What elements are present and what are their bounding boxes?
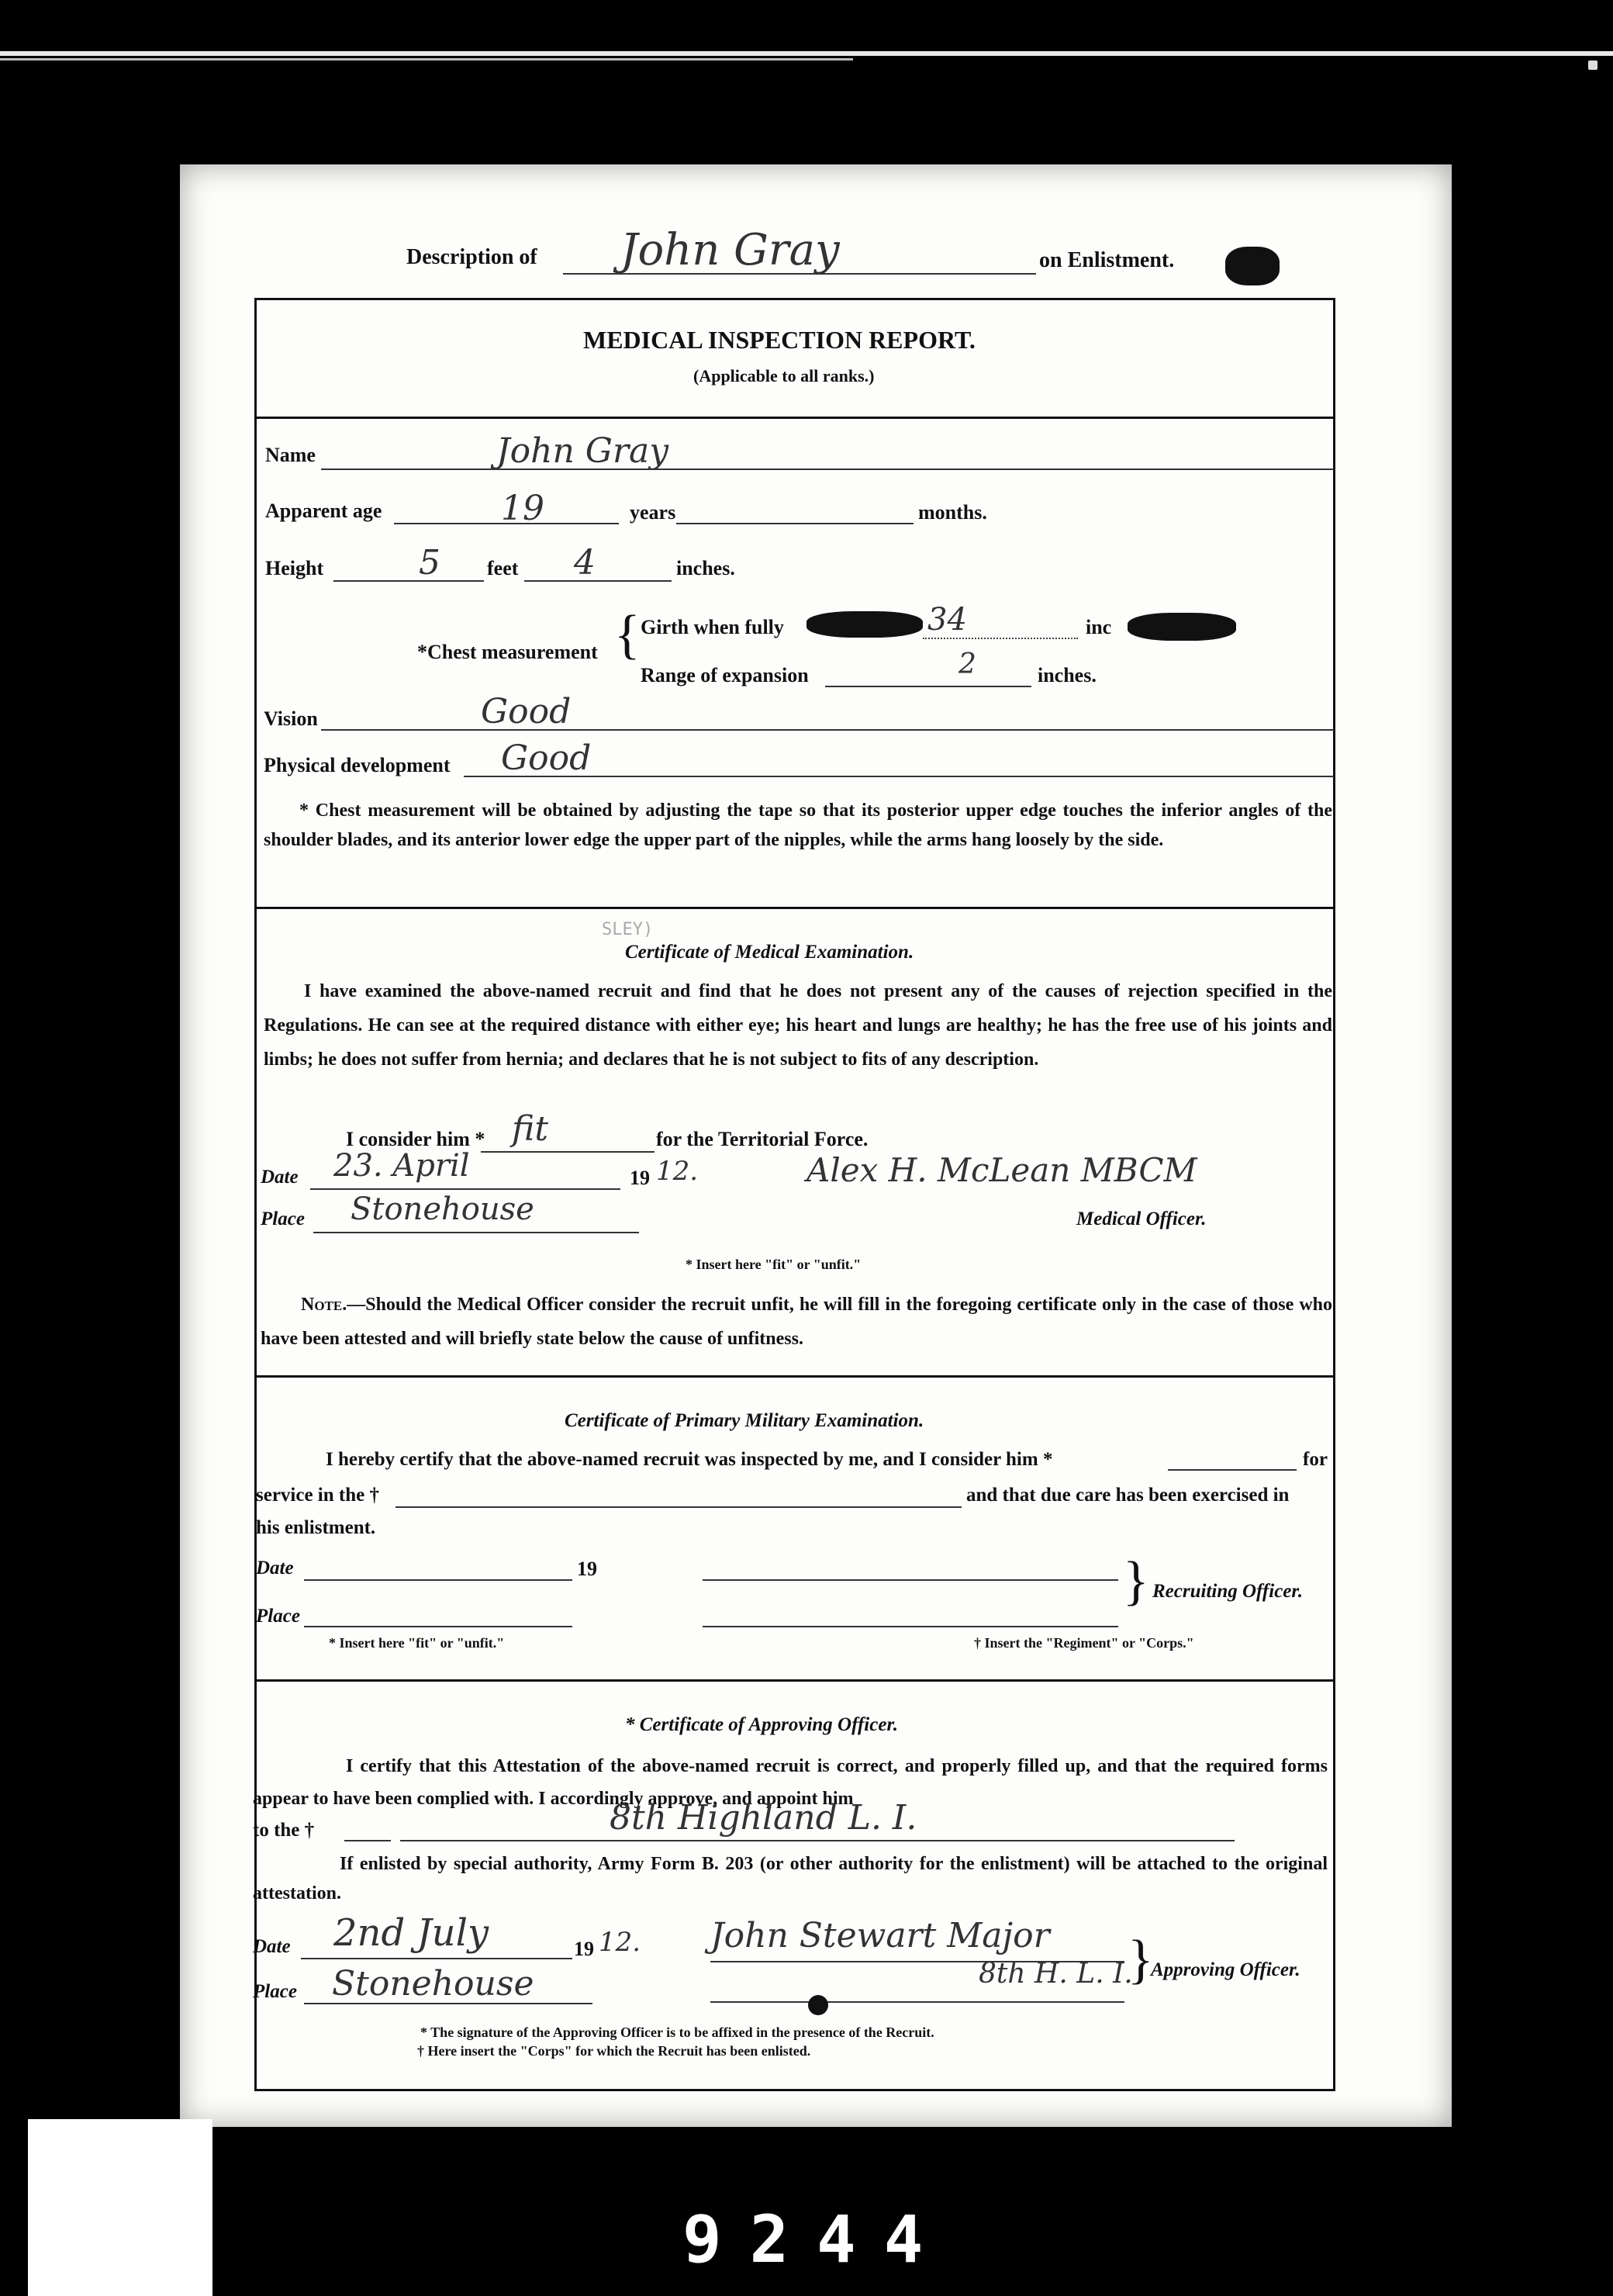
medical-note — [261, 1288, 1332, 1356]
name-line — [321, 469, 1334, 470]
approving-date-label: Date — [253, 1936, 291, 1957]
name-value: John Gray — [496, 431, 669, 471]
description-prefix: Description of — [406, 245, 537, 269]
report-title: MEDICAL INSPECTION REPORT. — [583, 326, 976, 354]
military-cert-heading: Certificate of Primary Military Examination. — [565, 1410, 924, 1431]
feet-label: feet — [487, 557, 519, 579]
faint-stamp: SLEY) — [602, 920, 654, 939]
girth-line — [923, 638, 1078, 639]
approving-place-value: Stonehouse — [332, 1964, 534, 2004]
approving-unit-value: 8th Highland L. I. — [610, 1798, 917, 1838]
scan-edge-line-secondary — [0, 58, 853, 61]
scan-white-card — [28, 2119, 212, 2296]
medical-date-line — [310, 1188, 620, 1190]
approving-brace: { — [1128, 1930, 1154, 1990]
military-care-label: and that due care has been exercised in — [966, 1485, 1290, 1506]
section-divider — [257, 417, 1333, 419]
height-feet-line — [333, 580, 484, 582]
military-fit-line — [1168, 1469, 1297, 1471]
military-service-label: service in the † — [256, 1485, 379, 1506]
medical-insert-note: * Insert here "fit" or "unfit." — [686, 1257, 862, 1272]
military-date-line — [304, 1579, 572, 1581]
military-line1: I hereby certify that the above-named recruit was inspected by me, and I consider him * — [326, 1449, 1053, 1470]
approving-to-line-a — [344, 1840, 391, 1841]
military-place-label: Place — [256, 1606, 300, 1627]
medical-place-label: Place — [261, 1209, 305, 1229]
ink-blot — [1225, 247, 1280, 285]
months-line — [676, 523, 914, 524]
medical-place-line — [313, 1232, 639, 1233]
chest-note: * Chest measurement will be obtained by adjusting the tape so that its posterior upper edge touches the inferior angles of the shoulder blades, and its anterior lower edge the upper part of the nipples, while the arms hang loosely by the side. — [264, 800, 1332, 850]
height-feet-value: 5 — [419, 543, 440, 583]
approving-officer-signature: John Stewart Major — [710, 1916, 1050, 1955]
approving-signature-line-2 — [710, 2001, 1124, 2003]
approving-cert-body: I certify that this Attestation of the above-named recruit is correct, and properly filled up, and that the required forms appear to have been complied with. I accordingly approve, and appoint him — [253, 1756, 1328, 1809]
age-value: 19 — [501, 489, 544, 528]
medical-cert-body: I have examined the above-named recruit and find that he does not present any of the causes of rejection specified in the Regulations. He can see at the required distance with either eye; his heart and lungs are healthy; he has the free use of his joints and limbs; he does not suffer from hernia; and declares that he is not subject to fits of any description. — [264, 981, 1332, 1070]
section-divider — [257, 1679, 1333, 1682]
scan-corner-mark — [1588, 61, 1597, 70]
approving-special-line: If enlisted by special authority, Army Form B. 203 (or other authority for the enlistment) will be attached to the original attestation. — [253, 1854, 1328, 1904]
military-enlistment-label: his enlistment. — [256, 1517, 376, 1538]
military-insert-regiment: † Insert the "Regiment" or "Corps." — [974, 1635, 1194, 1651]
approving-signature-unit: 8th H. L. I. — [979, 1958, 1133, 1990]
page-number: 9244 — [682, 2201, 952, 2277]
range-unit: inches. — [1038, 664, 1097, 686]
military-insert-fit: * Insert here "fit" or "unfit." — [329, 1635, 505, 1651]
inches-label: inches. — [676, 557, 735, 579]
military-place-line — [304, 1626, 572, 1627]
consider-suffix: for the Territorial Force. — [656, 1128, 869, 1150]
name-label: Name — [265, 444, 316, 466]
military-officer-label: Recruiting Officer. — [1152, 1581, 1303, 1602]
approving-place-label: Place — [253, 1981, 297, 2002]
medical-place-value: Stonehouse — [351, 1191, 534, 1227]
ink-blot — [806, 611, 923, 638]
ink-dot — [808, 1995, 828, 2015]
range-line — [825, 686, 1031, 687]
girth-unit: inc — [1086, 616, 1112, 638]
medical-cert-heading: Certificate of Medical Examination. — [625, 942, 914, 963]
military-service-line — [395, 1506, 962, 1508]
consider-line — [481, 1151, 655, 1153]
approving-footnote-2: † Here insert the "Corps" for which the Recruit has been enlisted. — [417, 2043, 811, 2059]
approving-year-value: 12. — [599, 1927, 641, 1958]
approving-date-line — [301, 1958, 572, 1959]
military-for-label: for — [1303, 1449, 1328, 1470]
age-label: Apparent age — [265, 500, 382, 522]
section-divider — [257, 907, 1333, 909]
medical-officer-label: Medical Officer. — [1076, 1209, 1207, 1229]
vision-value: Good — [481, 692, 572, 731]
military-signature-line-2 — [703, 1626, 1118, 1627]
approving-footnote-1: * The signature of the Approving Officer is to be affixed in the presence of the Recruit. — [420, 2025, 934, 2040]
military-year-prefix: 19 — [577, 1558, 597, 1580]
report-subtitle: (Applicable to all ranks.) — [693, 366, 875, 386]
ink-blot — [1128, 613, 1236, 641]
section-divider — [257, 1375, 1333, 1378]
height-inches-line — [524, 580, 672, 582]
vision-line — [321, 729, 1334, 731]
approving-unit-line — [400, 1840, 1235, 1841]
approving-date-value: 2nd July — [333, 1911, 489, 1955]
height-label: Height — [265, 557, 324, 579]
military-brace: { — [1123, 1551, 1149, 1611]
months-label: months. — [918, 501, 987, 524]
military-signature-line — [703, 1579, 1118, 1581]
range-label: Range of expansion — [641, 664, 809, 686]
physical-label: Physical development — [264, 754, 451, 776]
height-inches-value: 4 — [574, 543, 596, 583]
range-value: 2 — [958, 648, 976, 680]
consider-label: I consider him * — [346, 1128, 485, 1150]
vision-label: Vision — [264, 707, 318, 730]
chest-label: *Chest measurement — [417, 641, 598, 663]
recruit-name-handwritten: John Gray — [620, 225, 840, 275]
note-label: Note. — [301, 1295, 347, 1315]
medical-officer-signature: Alex H. McLean MBCM — [806, 1151, 1197, 1189]
medical-year-prefix: 19 — [630, 1167, 650, 1189]
chest-brace: { — [614, 605, 641, 665]
approving-officer-label: Approving Officer. — [1151, 1959, 1300, 1980]
girth-value: 34 — [927, 602, 967, 638]
girth-label: Girth when fully — [641, 616, 784, 638]
approving-to-the-label: to the † — [253, 1820, 315, 1841]
military-date-label: Date — [256, 1558, 294, 1578]
years-label: years — [630, 501, 676, 524]
medical-year-value: 12. — [656, 1156, 699, 1187]
physical-value: Good — [501, 738, 592, 778]
consider-value: fit — [512, 1109, 549, 1149]
physical-line — [464, 776, 1334, 777]
medical-date-label: Date — [261, 1167, 299, 1188]
medical-date-value: 23. April — [333, 1148, 470, 1184]
approving-cert-heading: * Certificate of Approving Officer. — [625, 1714, 899, 1735]
note-body: —Should the Medical Officer consider the recruit unfit, he will fill in the foregoing certificate only in the case of those who have been attested and will briefly state below the cause of unfitness. — [261, 1295, 1332, 1349]
description-suffix: on Enlistment. — [1039, 248, 1175, 272]
scan-edge-line — [0, 51, 1613, 56]
approving-year-prefix: 19 — [574, 1938, 594, 1960]
